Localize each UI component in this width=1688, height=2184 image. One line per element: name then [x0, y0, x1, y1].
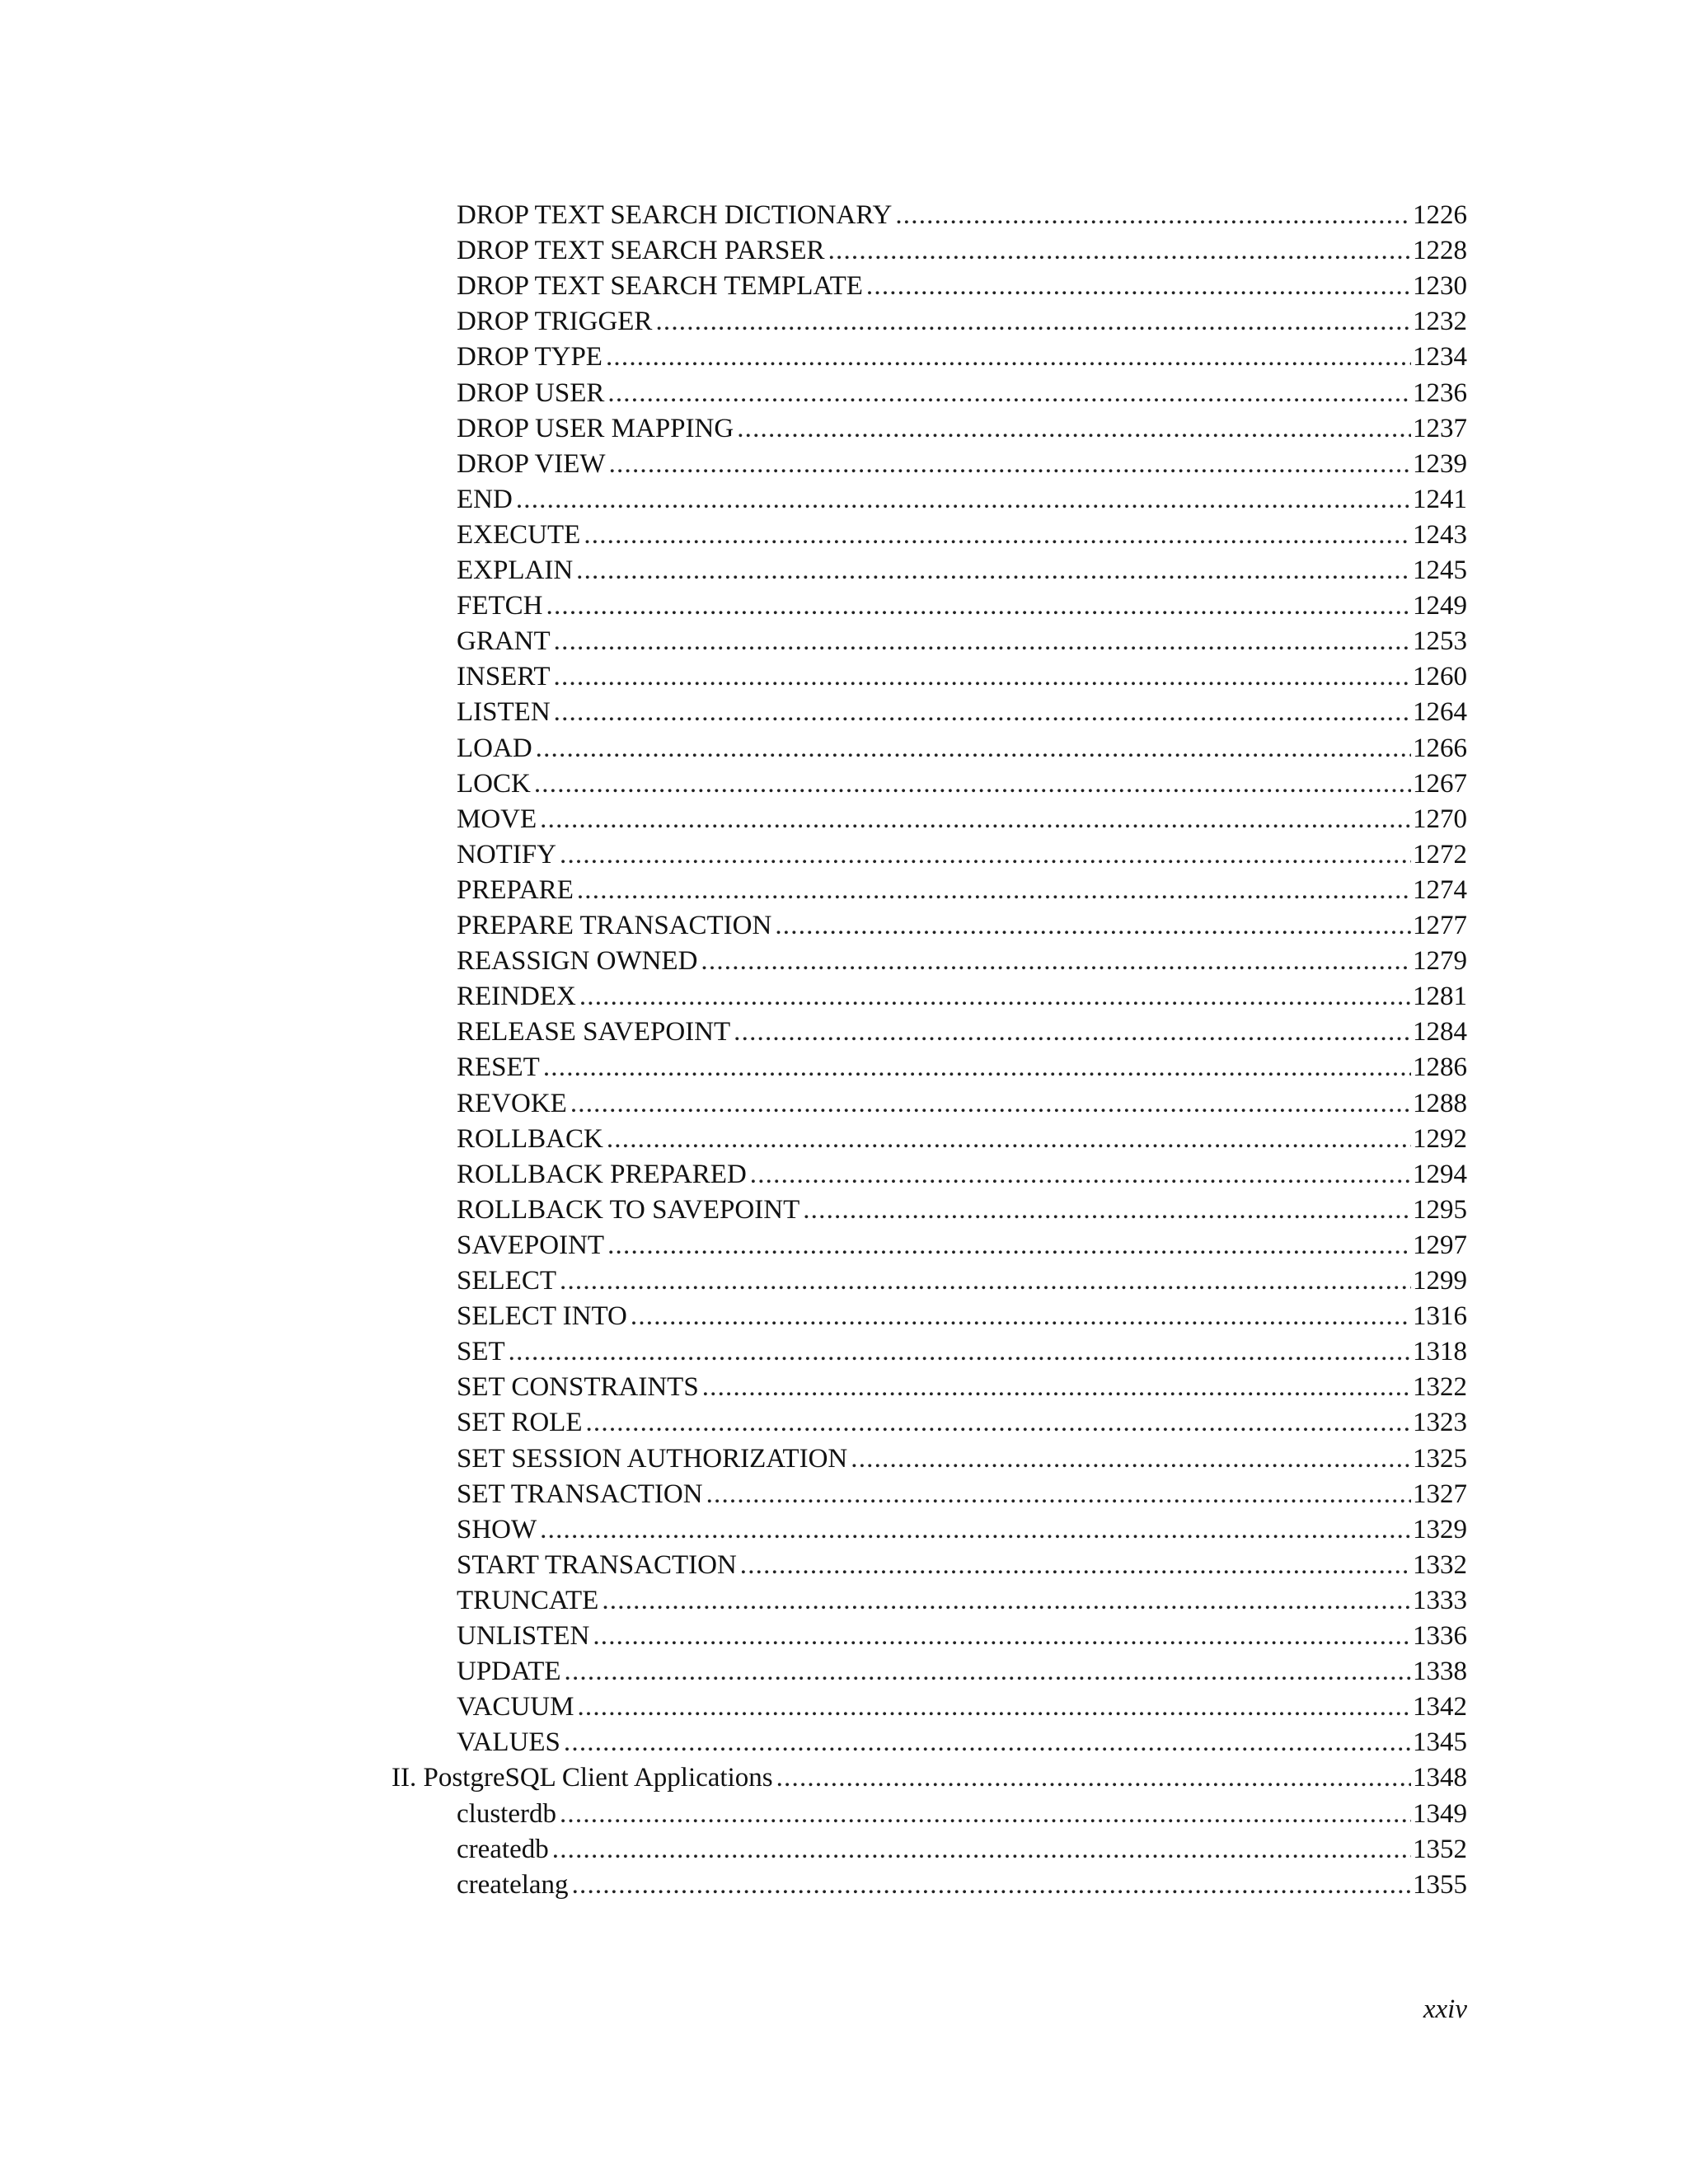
- toc-entry[interactable]: [457, 588, 1467, 624]
- toc-row: [0, 518, 1688, 553]
- toc-dot-leader: [828, 233, 1411, 269]
- toc-dot-leader: [570, 1086, 1411, 1122]
- toc-row: [0, 908, 1688, 944]
- toc-entry-page[interactable]: 1323: [1413, 1408, 1467, 1437]
- toc-row: [0, 269, 1688, 304]
- toc-entry-title[interactable]: SAVEPOINT: [457, 1230, 605, 1260]
- toc-entry-title[interactable]: REVOKE: [457, 1089, 567, 1118]
- toc-dot-leader: [509, 1334, 1411, 1370]
- toc-row: [0, 376, 1688, 411]
- toc-entry-page[interactable]: 1345: [1413, 1727, 1467, 1757]
- toc-entry-title[interactable]: VACUUM: [457, 1692, 574, 1722]
- toc-entry-title[interactable]: REASSIGN OWNED: [457, 946, 698, 976]
- toc-dot-leader: [584, 518, 1411, 553]
- toc-entry[interactable]: [457, 1086, 1467, 1122]
- toc-row: [0, 1334, 1688, 1370]
- toc-row: [0, 1441, 1688, 1477]
- toc-entry-page[interactable]: 1245: [1413, 555, 1467, 585]
- toc-dot-leader: [565, 1654, 1411, 1690]
- toc-entry[interactable]: [457, 233, 1467, 269]
- toc-dot-leader: [576, 553, 1411, 588]
- toc-entry-title[interactable]: DROP TEXT SEARCH DICTIONARY: [457, 200, 893, 230]
- toc-entry-title[interactable]: SET CONSTRAINTS: [457, 1372, 699, 1402]
- toc-entry-page[interactable]: 1243: [1413, 520, 1467, 550]
- toc-entry[interactable]: [457, 1122, 1467, 1157]
- toc-row: [0, 1015, 1688, 1050]
- toc-entry[interactable]: [457, 1050, 1467, 1085]
- toc-dot-leader: [701, 944, 1411, 979]
- toc-entry-title[interactable]: SET: [457, 1337, 505, 1366]
- toc-entry[interactable]: [457, 1015, 1467, 1050]
- toc-row: [0, 731, 1688, 766]
- toc-entry-page[interactable]: 1253: [1413, 626, 1467, 656]
- toc-dot-leader: [577, 1690, 1411, 1725]
- toc-entry-page[interactable]: 1329: [1413, 1515, 1467, 1544]
- toc-entry[interactable]: [457, 624, 1467, 659]
- toc-entry-title[interactable]: UNLISTEN: [457, 1621, 590, 1651]
- toc-entry-title[interactable]: GRANT: [457, 626, 551, 656]
- toc-entry-title[interactable]: SHOW: [457, 1515, 537, 1544]
- toc-dot-leader: [866, 269, 1411, 304]
- toc-entry[interactable]: [457, 1832, 1467, 1868]
- toc-entry-page[interactable]: 1288: [1413, 1089, 1467, 1118]
- toc-dot-leader: [702, 1370, 1411, 1405]
- toc-entry-title[interactable]: LISTEN: [457, 697, 551, 727]
- toc-entry-title[interactable]: SET ROLE: [457, 1408, 583, 1437]
- toc-entry[interactable]: [457, 1583, 1467, 1619]
- toc-entry-title[interactable]: UPDATE: [457, 1657, 561, 1686]
- toc-entry-title[interactable]: II. PostgreSQL Client Applications: [392, 1763, 773, 1793]
- toc-part-entry[interactable]: [392, 1760, 1467, 1796]
- toc-entry-page[interactable]: 1230: [1413, 271, 1467, 301]
- toc-dot-leader: [602, 1583, 1411, 1619]
- toc-row: [0, 1690, 1688, 1725]
- toc-entry[interactable]: [457, 1868, 1467, 1903]
- toc-entry-title[interactable]: MOVE: [457, 804, 537, 834]
- toc-row: [0, 588, 1688, 624]
- toc-dot-leader: [540, 802, 1411, 837]
- toc-entry-page[interactable]: 1325: [1413, 1444, 1467, 1474]
- toc-entry-page[interactable]: 1266: [1413, 733, 1467, 763]
- toc-entry[interactable]: [457, 1334, 1467, 1370]
- toc-row: [0, 1548, 1688, 1583]
- toc-dot-leader: [579, 979, 1411, 1015]
- toc-entry-page[interactable]: 1327: [1413, 1479, 1467, 1509]
- toc-entry[interactable]: [457, 1512, 1467, 1548]
- toc-entry[interactable]: [457, 1228, 1467, 1263]
- toc-row: [0, 766, 1688, 802]
- toc-entry-title[interactable]: EXPLAIN: [457, 555, 574, 585]
- toc-row: [0, 1050, 1688, 1085]
- toc-entry-title[interactable]: DROP USER MAPPING: [457, 414, 734, 443]
- toc-row: [0, 1512, 1688, 1548]
- toc-entry-page[interactable]: 1241: [1413, 485, 1467, 514]
- toc-entry-page[interactable]: 1237: [1413, 414, 1467, 443]
- toc-dot-leader: [737, 411, 1411, 447]
- toc-entry[interactable]: [457, 659, 1467, 695]
- toc-entry-page[interactable]: 1333: [1413, 1586, 1467, 1615]
- toc-row: [0, 624, 1688, 659]
- toc-row: [0, 304, 1688, 340]
- toc-entry-title[interactable]: LOAD: [457, 733, 532, 763]
- toc-entry[interactable]: [457, 553, 1467, 588]
- toc-dot-leader: [536, 731, 1411, 766]
- toc-dot-leader: [607, 376, 1411, 411]
- toc-dot-leader: [554, 695, 1411, 730]
- toc-entry-page[interactable]: 1332: [1413, 1550, 1467, 1580]
- toc-entry-page[interactable]: 1279: [1413, 946, 1467, 976]
- toc-entry-page[interactable]: 1348: [1413, 1763, 1467, 1793]
- toc-row: [0, 1725, 1688, 1760]
- toc-dot-leader: [734, 1015, 1411, 1050]
- toc-entry-page[interactable]: 1322: [1413, 1372, 1467, 1402]
- toc-row: [0, 837, 1688, 873]
- toc-dot-leader: [607, 1122, 1411, 1157]
- toc-entry-title[interactable]: EXECUTE: [457, 520, 581, 550]
- toc-dot-leader: [655, 304, 1411, 340]
- toc-entry-page[interactable]: 1299: [1413, 1266, 1467, 1296]
- toc-entry[interactable]: [457, 1619, 1467, 1654]
- toc-row: [0, 695, 1688, 730]
- toc-dot-leader: [560, 1263, 1411, 1299]
- toc-entry[interactable]: [457, 340, 1467, 375]
- toc-entry[interactable]: [457, 447, 1467, 482]
- toc-entry-page[interactable]: 1336: [1413, 1621, 1467, 1651]
- toc-dot-leader: [631, 1299, 1411, 1334]
- toc-entry-title[interactable]: clusterdb: [457, 1799, 556, 1829]
- toc-entry-title[interactable]: VALUES: [457, 1727, 560, 1757]
- toc-entry[interactable]: [457, 1405, 1467, 1441]
- toc-entry-title[interactable]: LOCK: [457, 769, 531, 799]
- toc-entry-page[interactable]: 1294: [1413, 1160, 1467, 1189]
- toc-entry[interactable]: [457, 1157, 1467, 1193]
- toc-row: [0, 233, 1688, 269]
- toc-entry-title[interactable]: SELECT: [457, 1266, 556, 1296]
- toc-entry-title[interactable]: SELECT INTO: [457, 1301, 627, 1331]
- toc-entry[interactable]: [457, 944, 1467, 979]
- toc-row: [0, 1477, 1688, 1512]
- toc-row: [0, 1122, 1688, 1157]
- toc-dot-leader: [554, 659, 1411, 695]
- toc-entry-title[interactable]: createlang: [457, 1870, 569, 1900]
- toc-dot-leader: [803, 1193, 1411, 1228]
- toc-entry[interactable]: [457, 766, 1467, 802]
- toc-entry[interactable]: [457, 1193, 1467, 1228]
- toc-entry-page[interactable]: 1239: [1413, 449, 1467, 479]
- toc-row: [0, 340, 1688, 375]
- toc-entry-page[interactable]: 1236: [1413, 378, 1467, 408]
- toc-entry-page[interactable]: 1249: [1413, 591, 1467, 621]
- toc-entry-title[interactable]: FETCH: [457, 591, 543, 621]
- toc-row: [0, 482, 1688, 518]
- toc-entry-page[interactable]: 1264: [1413, 697, 1467, 727]
- toc-row: [0, 1086, 1688, 1122]
- toc-entry-title[interactable]: DROP TRIGGER: [457, 307, 653, 336]
- toc-entry-title[interactable]: START TRANSACTION: [457, 1550, 737, 1580]
- toc-entry[interactable]: [457, 1654, 1467, 1690]
- toc-entry[interactable]: [457, 1441, 1467, 1477]
- toc-row: [0, 1405, 1688, 1441]
- toc-entry[interactable]: [457, 1263, 1467, 1299]
- toc-entry[interactable]: [457, 837, 1467, 873]
- toc-entry-page[interactable]: 1292: [1413, 1124, 1467, 1154]
- toc-entry-title[interactable]: ROLLBACK PREPARED: [457, 1160, 747, 1189]
- toc-dot-leader: [564, 1725, 1411, 1760]
- toc-entry-title[interactable]: PREPARE: [457, 875, 574, 905]
- toc-dot-leader: [543, 1050, 1411, 1085]
- toc-entry-page[interactable]: 1232: [1413, 307, 1467, 336]
- toc-entry-title[interactable]: DROP TEXT SEARCH PARSER: [457, 236, 825, 265]
- toc-dot-leader: [572, 1868, 1411, 1903]
- toc-entry-title[interactable]: ROLLBACK TO SAVEPOINT: [457, 1195, 800, 1225]
- toc-row: [0, 1868, 1688, 1903]
- toc-row: [0, 1370, 1688, 1405]
- toc-entry-title[interactable]: SET TRANSACTION: [457, 1479, 703, 1509]
- toc-dot-leader: [609, 447, 1411, 482]
- toc-row: [0, 411, 1688, 447]
- toc-dot-leader: [851, 1441, 1411, 1477]
- toc-entry-title[interactable]: createdb: [457, 1835, 549, 1864]
- toc-row: [0, 1263, 1688, 1299]
- toc-dot-leader: [740, 1548, 1411, 1583]
- toc-entry-page[interactable]: 1349: [1413, 1799, 1467, 1829]
- toc-entry-title[interactable]: END: [457, 485, 513, 514]
- toc-dot-leader: [540, 1512, 1411, 1548]
- toc-dot-leader: [607, 1228, 1411, 1263]
- toc-entry[interactable]: [457, 873, 1467, 908]
- toc-entry-title[interactable]: NOTIFY: [457, 840, 556, 869]
- toc-dot-leader: [554, 624, 1411, 659]
- toc-entry-page[interactable]: 1274: [1413, 875, 1467, 905]
- toc-dot-leader: [516, 482, 1411, 518]
- toc-entry-page[interactable]: 1318: [1413, 1337, 1467, 1366]
- toc-dot-leader: [577, 873, 1411, 908]
- toc-entry[interactable]: [457, 269, 1467, 304]
- page-number: xxiv: [1423, 1994, 1467, 2024]
- toc-row: [0, 1654, 1688, 1690]
- toc-dot-leader: [546, 588, 1411, 624]
- toc-dot-leader: [706, 1477, 1411, 1512]
- toc-entry-title[interactable]: DROP USER: [457, 378, 605, 408]
- toc-entry-page[interactable]: 1270: [1413, 804, 1467, 834]
- toc-entry[interactable]: [457, 304, 1467, 340]
- toc-row: [0, 1832, 1688, 1868]
- toc-entry-page[interactable]: 1286: [1413, 1052, 1467, 1082]
- toc-entry-title[interactable]: RELEASE SAVEPOINT: [457, 1017, 731, 1047]
- toc-entry[interactable]: [457, 979, 1467, 1015]
- toc-entry[interactable]: [457, 1797, 1467, 1832]
- toc-entry-title[interactable]: DROP TEXT SEARCH TEMPLATE: [457, 271, 863, 301]
- toc-row: [0, 1228, 1688, 1263]
- toc-entry[interactable]: [457, 482, 1467, 518]
- toc-entry-title[interactable]: DROP VIEW: [457, 449, 606, 479]
- toc-row: [0, 802, 1688, 837]
- toc-entry-title[interactable]: SET SESSION AUTHORIZATION: [457, 1444, 848, 1474]
- toc-dot-leader: [775, 908, 1411, 944]
- toc-entry-title[interactable]: REINDEX: [457, 982, 576, 1011]
- toc-entry-page[interactable]: 1355: [1413, 1870, 1467, 1900]
- toc-entry[interactable]: [457, 1370, 1467, 1405]
- toc-row: [0, 1157, 1688, 1193]
- toc-entry[interactable]: [457, 1477, 1467, 1512]
- toc-entry[interactable]: [457, 376, 1467, 411]
- toc-row: [0, 1583, 1688, 1619]
- toc-dot-leader: [552, 1832, 1411, 1868]
- toc-entry-page[interactable]: 1228: [1413, 236, 1467, 265]
- toc-entry[interactable]: [457, 802, 1467, 837]
- toc-row: [0, 198, 1688, 233]
- toc-entry-page[interactable]: 1316: [1413, 1301, 1467, 1331]
- toc-entry[interactable]: [457, 731, 1467, 766]
- toc-entry-page[interactable]: 1260: [1413, 662, 1467, 691]
- toc-row: [0, 1797, 1688, 1832]
- toc-entry-page[interactable]: 1234: [1413, 342, 1467, 372]
- toc-dot-leader: [593, 1619, 1411, 1654]
- toc-entry-page[interactable]: 1272: [1413, 840, 1467, 869]
- toc-entry[interactable]: [457, 198, 1467, 233]
- toc-entry[interactable]: [457, 518, 1467, 553]
- toc-row: [0, 1760, 1688, 1796]
- toc-row: [0, 1299, 1688, 1334]
- toc-entry-page[interactable]: 1281: [1413, 982, 1467, 1011]
- toc-row: [0, 979, 1688, 1015]
- toc-entry-page[interactable]: 1338: [1413, 1657, 1467, 1686]
- toc-entry-page[interactable]: 1284: [1413, 1017, 1467, 1047]
- toc-row: [0, 553, 1688, 588]
- toc-entry-page[interactable]: 1226: [1413, 200, 1467, 230]
- toc-entry-title[interactable]: DROP TYPE: [457, 342, 603, 372]
- toc-entry-title[interactable]: PREPARE TRANSACTION: [457, 911, 772, 940]
- toc-entry-title[interactable]: INSERT: [457, 662, 551, 691]
- toc-dot-leader: [776, 1760, 1411, 1796]
- toc-entry-title[interactable]: RESET: [457, 1052, 540, 1082]
- toc-row: [0, 944, 1688, 979]
- toc-entry-title[interactable]: ROLLBACK: [457, 1124, 603, 1154]
- toc-row: [0, 1619, 1688, 1654]
- toc-row: [0, 659, 1688, 695]
- toc-row: [0, 447, 1688, 482]
- toc-entry[interactable]: [457, 695, 1467, 730]
- toc-entry-page[interactable]: 1267: [1413, 769, 1467, 799]
- toc-entry[interactable]: [457, 411, 1467, 447]
- toc-dot-leader: [895, 198, 1411, 233]
- toc-entry-page[interactable]: 1277: [1413, 911, 1467, 940]
- toc-entry-page[interactable]: 1295: [1413, 1195, 1467, 1225]
- toc-entry-title[interactable]: TRUNCATE: [457, 1586, 599, 1615]
- toc-row: [0, 1193, 1688, 1228]
- toc-dot-leader: [585, 1405, 1411, 1441]
- toc-dot-leader: [606, 340, 1411, 375]
- toc-dot-leader: [750, 1157, 1411, 1193]
- toc-entry-page[interactable]: 1352: [1413, 1835, 1467, 1864]
- toc-entry[interactable]: [457, 1690, 1467, 1725]
- toc-dot-leader: [534, 766, 1411, 802]
- toc-dot-leader: [560, 1797, 1411, 1832]
- toc-entry[interactable]: [457, 1548, 1467, 1583]
- toc-entry[interactable]: [457, 1299, 1467, 1334]
- toc-dot-leader: [560, 837, 1411, 873]
- toc-row: [0, 873, 1688, 908]
- toc-entry-page[interactable]: 1342: [1413, 1692, 1467, 1722]
- toc-entry[interactable]: [457, 1725, 1467, 1760]
- toc-entry[interactable]: [457, 908, 1467, 944]
- toc-entry-page[interactable]: 1297: [1413, 1230, 1467, 1260]
